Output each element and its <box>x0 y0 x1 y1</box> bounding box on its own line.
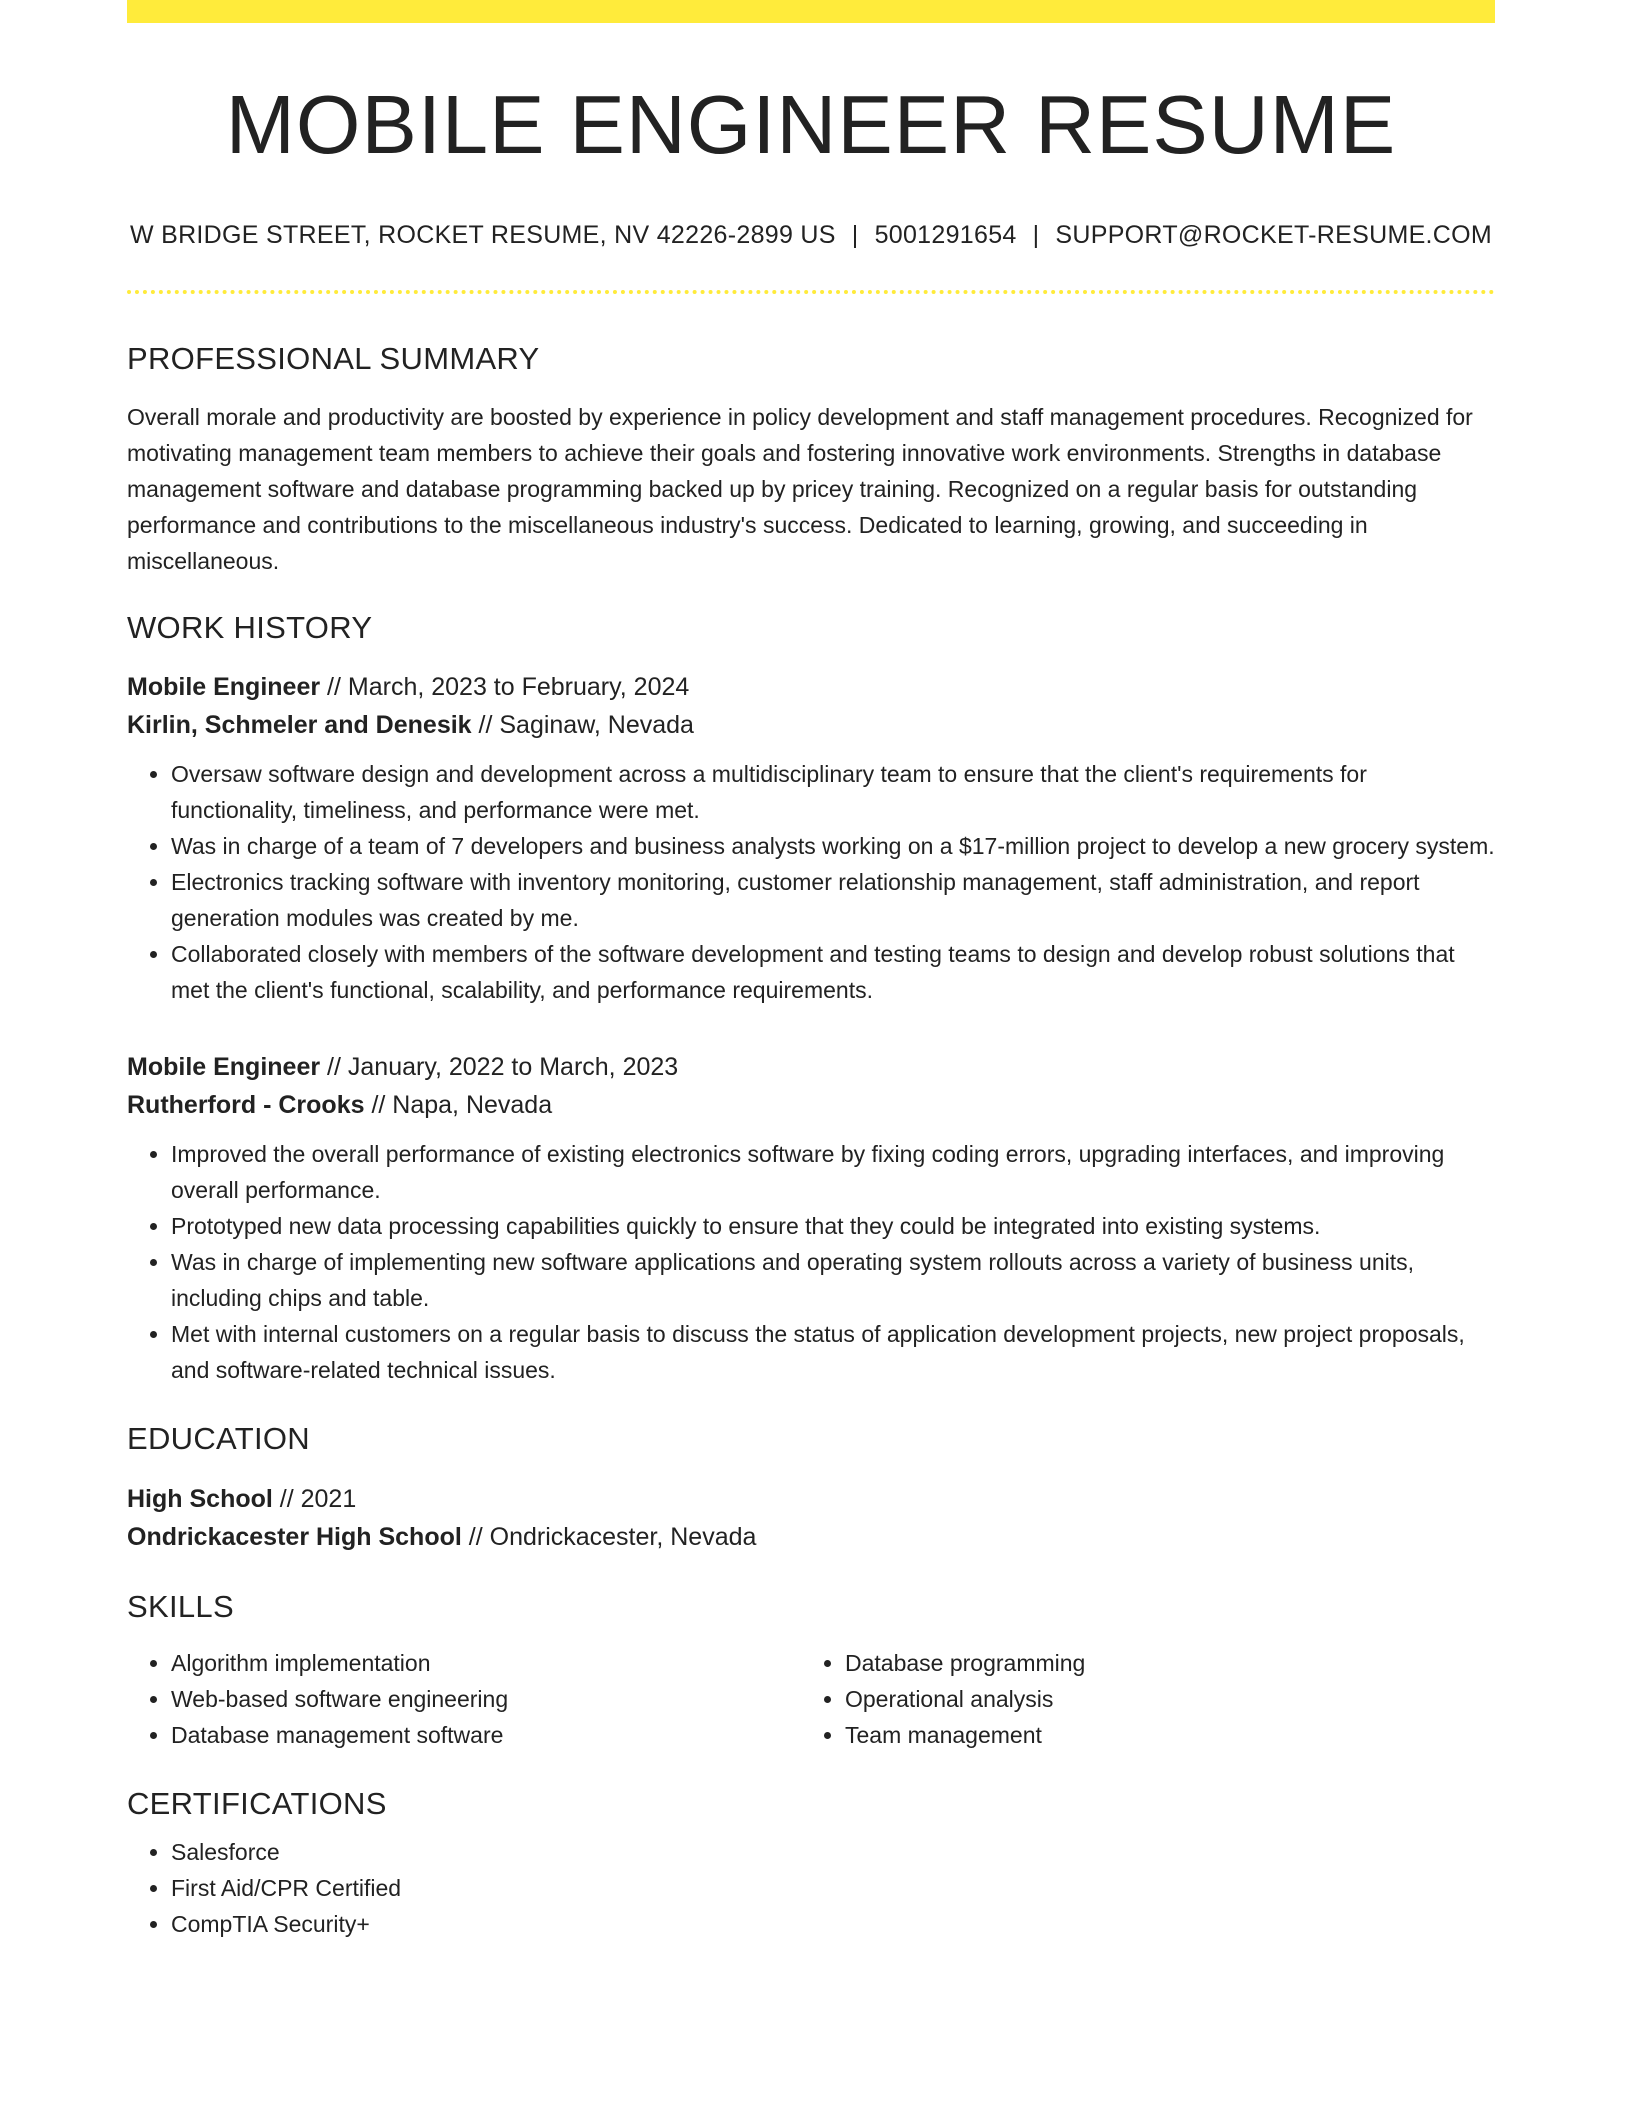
certifications-section <box>127 1785 1495 1942</box>
job-location: // Saginaw, Nevada <box>478 711 694 740</box>
contact-phone: 5001291654 <box>874 221 1017 249</box>
list-item: • Oversaw software design and development across a multidisciplinary team to ensure that the client's requirements for functionality, timeliness, and performance were met. <box>171 756 1495 828</box>
list-item: • Database programming <box>845 1645 1475 1681</box>
list-item: • Collaborated closely with members of the software development and testing teams to design and develop robust solutions that met the client's functional, scalability, and performance requirements. <box>171 936 1495 1008</box>
certifications-list <box>127 1834 1495 1942</box>
list-item: • Web-based software engineering <box>171 1681 801 1717</box>
education-school-line <box>127 1518 1495 1556</box>
resume-page <box>127 0 1495 1942</box>
job-title: Mobile Engineer <box>127 1053 321 1082</box>
list-item: • Salesforce <box>171 1834 1495 1870</box>
list-item: • Electronics tracking software with inventory monitoring, customer relationship management, staff administration, and report generation modules was created by me. <box>171 864 1495 936</box>
job-dates: // March, 2023 to February, 2024 <box>327 673 690 702</box>
job-company: Kirlin, Schmeler and Denesik <box>127 711 472 740</box>
job-title-line <box>127 1048 1495 1086</box>
skills-column-left <box>127 1645 801 1753</box>
education-entry <box>127 1480 1495 1556</box>
skills-section <box>127 1588 1495 1753</box>
section-heading-skills: SKILLS <box>127 1588 234 1624</box>
section-heading-certifications: CERTIFICATIONS <box>127 1785 387 1821</box>
job-entry <box>127 1048 1495 1388</box>
list-item: • Met with internal customers on a regular basis to discuss the status of application development projects, new project proposals, and software-related technical issues. <box>171 1316 1495 1388</box>
job-company-line <box>127 706 1495 744</box>
dotted-divider <box>127 290 1495 294</box>
list-item: • Algorithm implementation <box>171 1645 801 1681</box>
education-section <box>127 1420 1495 1555</box>
list-item: • Team management <box>845 1717 1475 1753</box>
section-heading-summary: PROFESSIONAL SUMMARY <box>127 341 540 376</box>
contact-email: SUPPORT@ROCKET-RESUME.COM <box>1055 221 1493 249</box>
job-bullets <box>127 1136 1495 1388</box>
contact-separator: | <box>851 221 859 249</box>
contact-address: W BRIDGE STREET, ROCKET RESUME, NV 42226-2899 US <box>129 221 836 249</box>
job-title-line <box>127 668 1495 706</box>
education-location: // Ondrickacester, Nevada <box>468 1522 757 1551</box>
education-degree: High School <box>127 1484 273 1513</box>
work-history-section <box>127 609 1495 1388</box>
summary-text: Overall morale and productivity are boosted by experience in policy development and staff management procedures. Recognized for motivating management team members to achieve their goals and fostering innovative work environments. Strengths in database management software and database programming backed up by pricey training. Recognized on a regular basis for outstanding performance and contributions to the miscellaneous industry's success. Dedicated to learning, growing, and succeeding in miscellaneous. <box>127 404 1473 575</box>
job-location: // Napa, Nevada <box>371 1091 553 1120</box>
job-title: Mobile Engineer <box>127 673 321 702</box>
skills-grid <box>127 1645 1495 1753</box>
list-item: • CompTIA Security+ <box>171 1906 1495 1942</box>
education-year: // 2021 <box>279 1484 357 1513</box>
job-dates: // January, 2022 to March, 2023 <box>327 1053 679 1082</box>
summary-section <box>127 340 1495 579</box>
list-item: • Improved the overall performance of existing electronics software by fixing coding errors, upgrading interfaces, and improving overall performance. <box>171 1136 1495 1208</box>
contact-separator: | <box>1032 221 1040 249</box>
list-item: • Operational analysis <box>845 1681 1475 1717</box>
list-item: • Was in charge of a team of 7 developers and business analysts working on a $17-million project to develop a new grocery system. <box>171 828 1495 864</box>
job-entry <box>127 668 1495 1008</box>
education-school: Ondrickacester High School <box>127 1522 462 1551</box>
job-bullets <box>127 756 1495 1008</box>
resume-title: MOBILE ENGINEER RESUME <box>225 78 1397 171</box>
skills-column-right <box>801 1645 1475 1753</box>
section-heading-education: EDUCATION <box>127 1421 310 1457</box>
top-accent-bar <box>127 0 1495 23</box>
list-item: • Was in charge of implementing new software applications and operating system rollouts across a variety of business units, including chips and table. <box>171 1244 1495 1316</box>
list-item: • Database management software <box>171 1717 801 1753</box>
contact-line <box>127 220 1495 250</box>
job-company-line <box>127 1086 1495 1124</box>
list-item: • Prototyped new data processing capabilities quickly to ensure that they could be integrated into existing systems. <box>171 1208 1495 1244</box>
education-degree-line <box>127 1480 1495 1518</box>
job-company: Rutherford - Crooks <box>127 1091 365 1120</box>
section-heading-work: WORK HISTORY <box>127 610 373 646</box>
list-item: • First Aid/CPR Certified <box>171 1870 1495 1906</box>
